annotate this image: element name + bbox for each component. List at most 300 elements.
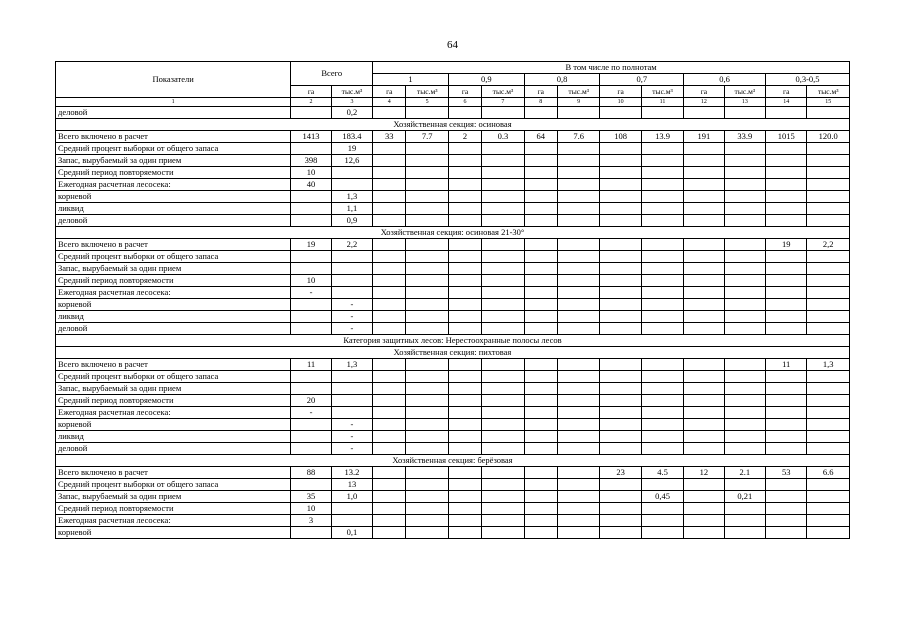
table-cell [524,395,557,407]
table-cell [448,491,481,503]
table-cell [766,395,807,407]
table-cell [600,107,641,119]
table-cell: 13.2 [331,467,372,479]
row-label: Средний процент выборки от общего запаса [56,371,291,383]
table-cell [600,515,641,527]
table-cell [557,515,599,527]
table-cell [373,239,406,251]
table-cell [641,515,683,527]
table-cell [406,467,448,479]
row-label: ликвид [56,311,291,323]
table-cell [524,443,557,455]
table-cell [600,239,641,251]
table-cell [448,179,481,191]
density-header: 0,7 [600,74,684,86]
column-number: 7 [482,98,524,107]
density-header: 0,3-0,5 [766,74,850,86]
table-cell: 183.4 [331,131,372,143]
table-cell [641,107,683,119]
table-cell [406,527,448,539]
table-cell [724,383,765,395]
table-cell [724,431,765,443]
table-cell [807,215,850,227]
table-cell [807,251,850,263]
table-cell [448,155,481,167]
table-cell [766,515,807,527]
table-cell [557,479,599,491]
column-number: 6 [448,98,481,107]
table-cell: 88 [291,467,331,479]
unit-ha-header: га [448,86,481,98]
table-cell [766,323,807,335]
table-cell [807,143,850,155]
table-cell [557,191,599,203]
table-cell [406,479,448,491]
table-cell [557,443,599,455]
table-cell [557,203,599,215]
table-cell [291,311,331,323]
table-cell [448,395,481,407]
table-cell [600,251,641,263]
table-cell [373,251,406,263]
table-row [56,383,850,395]
table-cell [373,431,406,443]
table-cell [557,239,599,251]
table-row [56,323,850,335]
table-cell [291,251,331,263]
table-cell [482,215,524,227]
table-cell: 0,21 [724,491,765,503]
table-cell [524,239,557,251]
table-cell [557,251,599,263]
table-cell [807,515,850,527]
table-cell [724,143,765,155]
table-cell [406,407,448,419]
table-cell: 12,6 [331,155,372,167]
table-cell [482,107,524,119]
table-cell [766,443,807,455]
table-cell [600,203,641,215]
table-cell [600,179,641,191]
table-cell [807,299,850,311]
table-cell: 7.7 [406,131,448,143]
table-cell [724,479,765,491]
table-cell [684,299,724,311]
table-cell [684,287,724,299]
table-cell [524,299,557,311]
column-number: 8 [524,98,557,107]
table-cell [406,191,448,203]
table-cell [600,311,641,323]
table-cell [724,167,765,179]
table-cell: - [291,407,331,419]
table-cell: 1015 [766,131,807,143]
table-cell [331,371,372,383]
unit-volume-header: тыс.м³ [557,86,599,98]
table-cell [807,443,850,455]
column-number: 10 [600,98,641,107]
table-row [56,263,850,275]
table-cell [406,359,448,371]
table-cell [406,143,448,155]
table-cell [641,431,683,443]
table-cell [557,179,599,191]
unit-volume-header: тыс.м³ [724,86,765,98]
table-cell: 108 [600,131,641,143]
table-cell [724,179,765,191]
table-cell: 10 [291,167,331,179]
table-cell [641,311,683,323]
page-number: 64 [447,39,458,51]
table-cell [766,107,807,119]
table-cell [684,407,724,419]
table-cell [807,503,850,515]
table-cell [406,107,448,119]
table-cell [482,491,524,503]
table-cell [766,311,807,323]
table-cell [557,503,599,515]
table-cell [600,167,641,179]
table-cell [641,383,683,395]
table-cell [766,419,807,431]
table-cell [684,419,724,431]
table-cell: 0,2 [331,107,372,119]
table-cell [406,311,448,323]
row-label: Ежегодная расчетная лесосека: [56,287,291,299]
table-cell [557,275,599,287]
table-cell [482,323,524,335]
table-cell [557,287,599,299]
table-cell [524,203,557,215]
table-row [56,131,850,143]
table-cell [766,431,807,443]
row-label: корневой [56,299,291,311]
table-cell [641,359,683,371]
table-cell [524,383,557,395]
table-cell [724,155,765,167]
table-cell: 398 [291,155,331,167]
table-cell [600,383,641,395]
table-row [56,215,850,227]
table-cell [600,359,641,371]
table-row [56,395,850,407]
table-cell [373,299,406,311]
table-cell: 13.9 [641,131,683,143]
unit-ha-header: га [291,86,331,98]
table-cell [766,491,807,503]
unit-ha-header: га [684,86,724,98]
table-cell [373,143,406,155]
table-cell: 11 [291,359,331,371]
table-cell [406,215,448,227]
table-cell [641,395,683,407]
table-cell [557,491,599,503]
column-number: 11 [641,98,683,107]
section-row [56,227,850,239]
table-cell: 120.0 [807,131,850,143]
table-cell [482,371,524,383]
table-cell: 33 [373,131,406,143]
table-cell [766,503,807,515]
table-cell [373,515,406,527]
table-cell: 11 [766,359,807,371]
table-row [56,155,850,167]
table-cell: 2,2 [331,239,372,251]
table-cell [406,287,448,299]
section-row [56,347,850,359]
table-cell [684,359,724,371]
table-cell [448,503,481,515]
table-cell [684,251,724,263]
table-cell [524,287,557,299]
table-cell [448,191,481,203]
table-cell [524,371,557,383]
table-cell [766,167,807,179]
table-cell [600,215,641,227]
table-cell [641,191,683,203]
table-cell [524,107,557,119]
table-cell [291,371,331,383]
table-cell [557,359,599,371]
unit-volume-header: тыс.м³ [641,86,683,98]
table-cell [448,515,481,527]
table-cell [448,527,481,539]
table-cell [807,407,850,419]
table-cell [524,143,557,155]
row-label: корневой [56,419,291,431]
table-cell [557,107,599,119]
table-cell: 1,3 [331,359,372,371]
table-cell [684,527,724,539]
table-cell [373,383,406,395]
table-cell [482,311,524,323]
table-cell [448,383,481,395]
table-cell [724,251,765,263]
table-cell: 1,1 [331,203,372,215]
table-cell [600,503,641,515]
table-cell [724,527,765,539]
table-cell [373,311,406,323]
table-cell [807,311,850,323]
unit-ha-header: га [524,86,557,98]
table-cell [807,287,850,299]
table-cell [600,491,641,503]
row-label: Всего включено в расчет [56,467,291,479]
table-row [56,299,850,311]
table-cell: 20 [291,395,331,407]
table-cell: 4.5 [641,467,683,479]
table-cell [724,287,765,299]
table-cell [766,191,807,203]
table-cell [807,371,850,383]
table-cell: 19 [291,239,331,251]
table-cell [448,287,481,299]
table-cell: 10 [291,503,331,515]
table-cell [482,299,524,311]
table-cell [524,311,557,323]
table-cell: 33.9 [724,131,765,143]
table-cell: 53 [766,467,807,479]
table-cell [524,527,557,539]
table-cell [406,203,448,215]
table-cell [448,299,481,311]
table-cell [600,155,641,167]
table-cell [482,191,524,203]
density-header: 1 [373,74,449,86]
table-cell [406,239,448,251]
table-cell [524,491,557,503]
table-cell [482,287,524,299]
table-cell [557,407,599,419]
table-row [56,179,850,191]
table-cell [600,431,641,443]
table-row [56,167,850,179]
table-cell [373,203,406,215]
table-row [56,467,850,479]
table-cell [448,419,481,431]
table-cell: 2.1 [724,467,765,479]
table-cell [406,179,448,191]
table-cell [684,215,724,227]
table-cell [482,527,524,539]
column-number: 15 [807,98,850,107]
table-cell [406,395,448,407]
table-cell [291,383,331,395]
table-cell [600,443,641,455]
table-cell: - [331,431,372,443]
table-cell [807,107,850,119]
row-label: Средний процент выборки от общего запаса [56,479,291,491]
table-cell [406,251,448,263]
table-cell [600,419,641,431]
table-cell [373,263,406,275]
unit-ha-header: га [766,86,807,98]
table-cell [724,107,765,119]
table-row [56,203,850,215]
unit-volume-header: тыс.м³ [331,86,372,98]
indicator-header: Показатели [56,62,291,98]
table-cell [331,395,372,407]
table-cell [724,203,765,215]
table-cell [641,479,683,491]
table-cell [373,167,406,179]
table-cell: 1,3 [807,359,850,371]
table-cell [641,155,683,167]
row-label: корневой [56,527,291,539]
table-cell [684,263,724,275]
table-cell [641,287,683,299]
table-cell [373,479,406,491]
section-title: Категория защитных лесов: Нерестоохранные полосы лесов [56,335,850,347]
table-cell [557,323,599,335]
table-cell [291,203,331,215]
table-cell [557,383,599,395]
table-cell [482,203,524,215]
unit-volume-header: тыс.м³ [807,86,850,98]
table-cell [331,179,372,191]
row-label: корневой [56,191,291,203]
table-cell [724,215,765,227]
table-cell [600,263,641,275]
table-cell [482,515,524,527]
table-cell [641,167,683,179]
table-row [56,275,850,287]
table-cell [331,251,372,263]
table-cell [524,323,557,335]
table-cell [448,251,481,263]
section-title: Хозяйственная секция: осиновая [56,119,850,131]
table-cell [684,143,724,155]
table-row [56,311,850,323]
table-cell [448,275,481,287]
table-cell [684,203,724,215]
table-cell [724,515,765,527]
table-cell [766,275,807,287]
table-cell [524,263,557,275]
table-cell: 0,45 [641,491,683,503]
table-row [56,359,850,371]
table-cell [684,371,724,383]
table-cell [291,443,331,455]
table-cell [766,407,807,419]
table-cell [524,275,557,287]
table-cell [524,179,557,191]
table-cell [373,503,406,515]
table-cell [482,431,524,443]
table-cell [641,215,683,227]
by-density-header: В том числе по полнотам [373,62,850,74]
table-cell: 64 [524,131,557,143]
table-cell [373,191,406,203]
table-cell [641,323,683,335]
table-cell [807,395,850,407]
table-cell [291,431,331,443]
row-label: Ежегодная расчетная лесосека: [56,179,291,191]
table-cell [766,143,807,155]
table-cell [807,263,850,275]
table-cell [600,407,641,419]
table-cell [406,275,448,287]
table-cell [373,179,406,191]
table-cell: 19 [331,143,372,155]
table-cell [724,503,765,515]
table-cell: 10 [291,275,331,287]
table-cell [406,515,448,527]
table-cell [373,323,406,335]
table-cell [684,503,724,515]
table-cell [524,251,557,263]
table-cell [291,191,331,203]
table-cell [641,371,683,383]
table-cell [641,299,683,311]
unit-volume-header: тыс.м³ [482,86,524,98]
table-cell [600,527,641,539]
section-title: Хозяйственная секция: берёзовая [56,455,850,467]
table-cell [684,179,724,191]
table-cell [482,479,524,491]
table-cell [557,263,599,275]
table-cell [807,419,850,431]
table-cell [406,419,448,431]
table-cell [641,143,683,155]
table-cell [724,239,765,251]
table-cell [406,167,448,179]
table-cell [766,251,807,263]
table-cell [684,323,724,335]
table-cell: - [331,299,372,311]
table-cell [684,395,724,407]
table-cell: 1,3 [331,191,372,203]
